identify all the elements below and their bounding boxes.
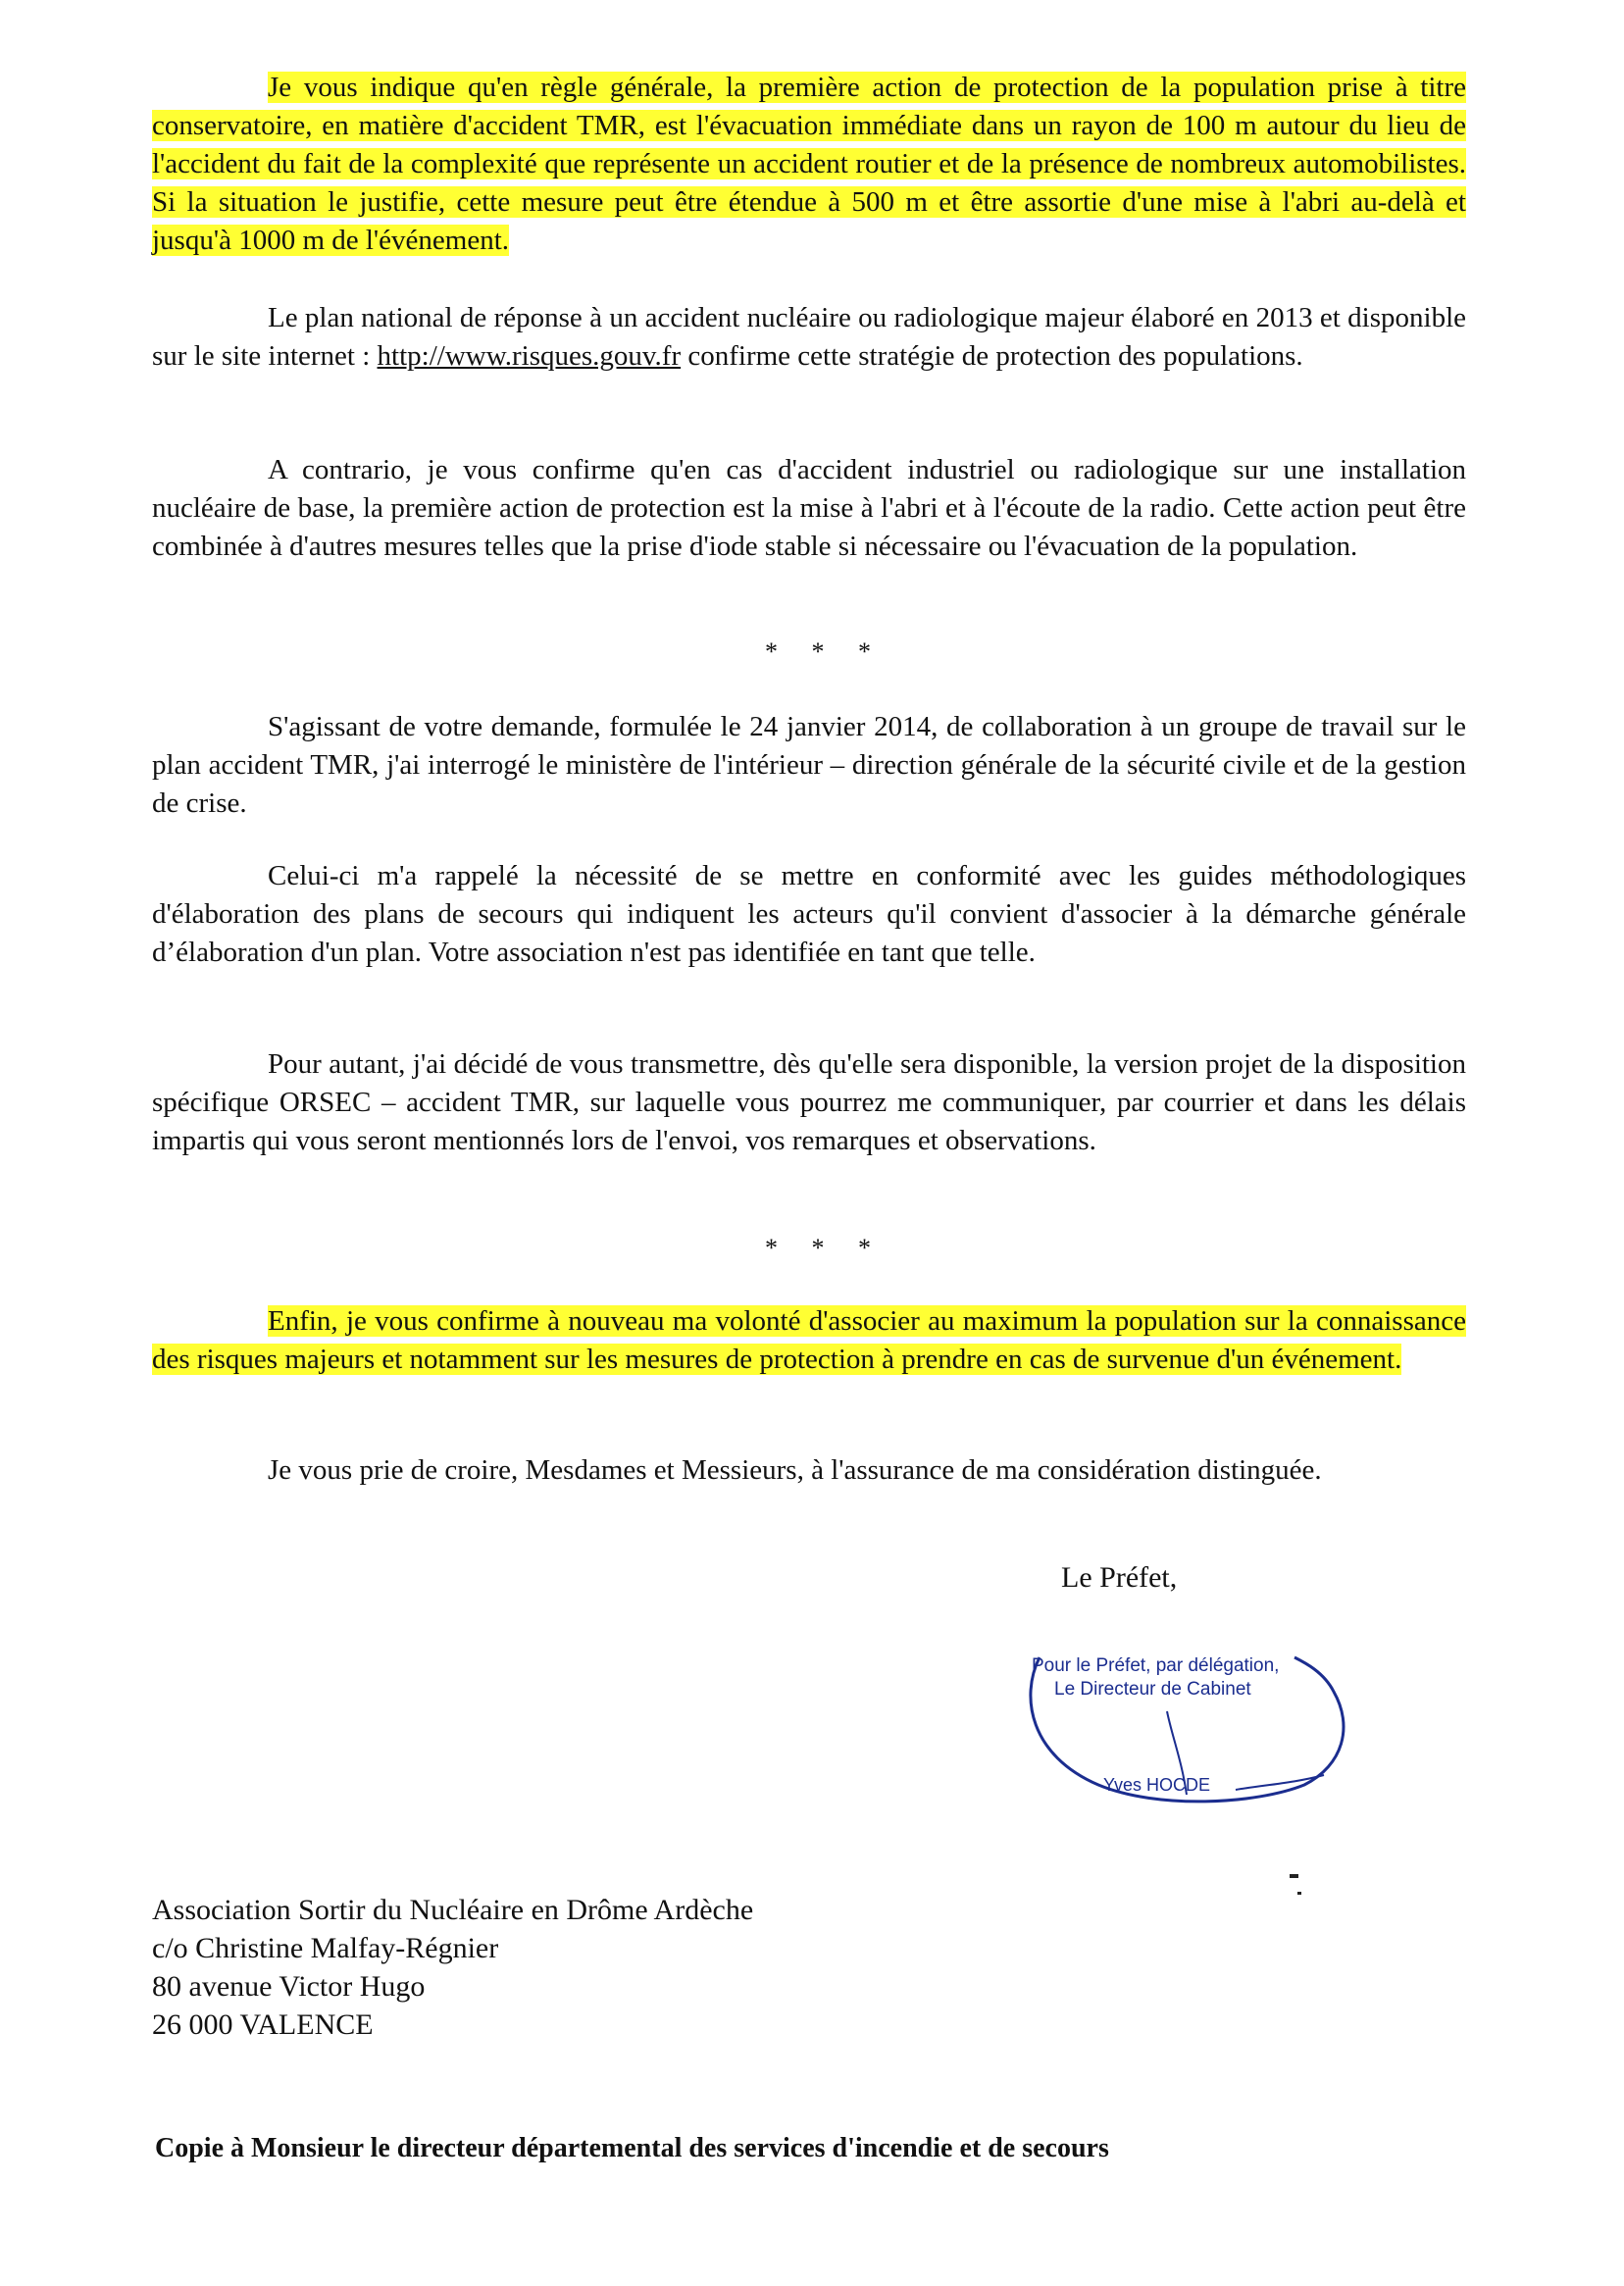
paragraph-orsec <box>152 1045 1466 1160</box>
paragraph-national-plan <box>152 299 1466 376</box>
address-line: 26 000 VALENCE <box>152 2008 374 2041</box>
section-separator: * * * <box>765 637 885 666</box>
address-line: 80 avenue Victor Hugo <box>152 1970 426 2003</box>
highlighted-text: Enfin, je vous confirme à nouveau ma volonté d'associer au maximum la population sur la connaissance des risques majeurs et notamment sur les mesures de protection à prendre en cas de survenue d'un événement. <box>152 1305 1466 1375</box>
paragraph-text: Celui-ci m'a rappelé la nécessité de se mettre en conformité avec les guides méthodologiques d'élaboration des plans de secours qui indiquent les acteurs qu'il convient d'associer à la démarche générale d’élaboration d'un plan. Votre association n'est pas identifiée en tant que telle. <box>152 860 1466 968</box>
paragraph-text: Pour autant, j'ai décidé de vous transmettre, dès qu'elle sera disponible, la version projet de la disposition spécifique ORSEC – accident TMR, sur laquelle vous pourrez me communiquer, par courrier et dans les délais impartis qui vous seront mentionnés lors de l'envoi, vos remarques et observations. <box>152 1048 1466 1156</box>
recipient-address <box>152 1891 753 2044</box>
stamp-role-text: Le Directeur de Cabinet <box>1054 1679 1251 1700</box>
section-separator: * * * <box>765 1234 885 1262</box>
signature-stamp <box>1010 1638 1363 1824</box>
paragraph-text: Je vous prie de croire, Mesdames et Messieurs, à l'assurance de ma considération distinguée. <box>268 1454 1322 1486</box>
highlighted-text: Je vous indique qu'en règle générale, la première action de protection de la population prise à titre conservatoire, en matière d'accident TMR, est l'évacuation immédiate dans un rayon de 100 m autour du lieu de l'accident du fait de la complexité que représente un accident routier et de la présence de nombreux automobilistes. <box>152 72 1466 179</box>
stamp-delegation-text: Pour le Préfet, par délégation, <box>1032 1655 1280 1676</box>
address-line: Association Sortir du Nucléaire en Drôme Ardèche <box>152 1894 754 1926</box>
copy-recipient-line: Copie à Monsieur le directeur départemental des services d'incendie et de secours <box>155 2133 1109 2163</box>
address-line: c/o Christine Malfay-Régnier <box>152 1932 499 1964</box>
scan-speck <box>1290 1874 1298 1878</box>
stamp-signatory-name: Yves HOCDE <box>1103 1775 1211 1795</box>
paragraph-text: Le plan national de réponse à un accident nucléaire ou radiologique majeur élaboré en 2013 et disponible sur le site internet : <box>152 302 1466 372</box>
paragraph-ministry-reply <box>152 857 1466 972</box>
paragraph-text: confirme cette stratégie de protection des populations. <box>681 340 1303 372</box>
paragraph-a-contrario <box>152 451 1466 566</box>
paragraph-text: S'agissant de votre demande, formulée le 24 janvier 2014, de collaboration à un groupe de travail sur le plan accident TMR, j'ai interrogé le ministère de l'intérieur – direction générale de la sécurité civile et de la gestion de crise. <box>152 711 1466 819</box>
highlighted-text: Si la situation le justifie, cette mesure peut être étendue à 500 m et être assortie d'une mise à l'abri au-delà et jusqu'à 1000 m de l'événement. <box>152 186 1466 256</box>
paragraph-salutation <box>152 1451 1466 1490</box>
paragraph-conclusion <box>152 1302 1466 1379</box>
paragraph-request <box>152 708 1466 823</box>
paragraph-text: A contrario, je vous confirme qu'en cas d'accident industriel ou radiologique sur une installation nucléaire de base, la première action de protection est la mise à l'abri et à l'écoute de la radio. Cette action peut être combinée à d'autres mesures telles que la prise d'iode stable si nécessaire ou l'évacuation de la population. <box>152 454 1466 562</box>
scan-speck <box>1297 1892 1301 1895</box>
paragraph-evacuation <box>152 69 1466 260</box>
signatory-title: Le Préfet, <box>1061 1561 1178 1594</box>
website-link[interactable]: http://www.risques.gouv.fr <box>377 340 682 372</box>
